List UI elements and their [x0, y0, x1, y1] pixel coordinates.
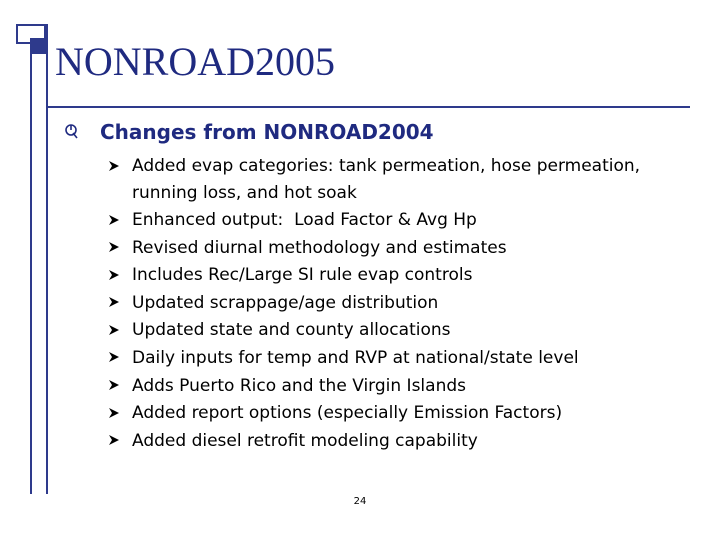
arrow-bullet-icon — [108, 345, 132, 373]
arrow-bullet-icon — [108, 262, 132, 290]
q-bullet-icon — [62, 123, 80, 141]
frame-vertical-rule-outer — [30, 44, 32, 494]
page-number: 24 — [353, 496, 367, 507]
slide-title: NONROAD2005 — [55, 39, 335, 84]
arrow-bullet-icon — [108, 373, 132, 401]
list-item-text: Added diesel retrofit modeling capability — [132, 430, 478, 451]
list-item — [108, 428, 698, 456]
list-item — [108, 373, 698, 401]
arrow-bullet-icon — [108, 235, 132, 263]
arrow-bullet-icon — [108, 207, 132, 235]
title-underline-rule — [46, 106, 690, 108]
arrow-bullet-icon — [108, 428, 132, 456]
list-item-text: Enhanced output: Load Factor & Avg Hp — [132, 210, 477, 230]
list-item-text: Revised diurnal methodology and estimates — [132, 237, 507, 258]
list-item — [108, 262, 698, 290]
list-item-text: Daily inputs for temp and RVP at national/state level — [132, 347, 579, 368]
arrow-bullet-icon — [108, 400, 132, 428]
list-item — [108, 317, 698, 345]
list-item-text-continued: running loss, and hot soak — [132, 183, 357, 203]
list-item-text: Includes Rec/Large SI rule evap controls — [132, 265, 473, 286]
list-item-text: Updated state and county allocations — [132, 320, 451, 341]
arrow-bullet-icon — [108, 290, 132, 318]
arrow-bullet-icon — [108, 317, 132, 345]
list-item — [108, 290, 698, 318]
list-item — [108, 235, 698, 263]
list-item-text: Updated scrappage/age distribution — [132, 292, 439, 313]
bullet-list — [108, 153, 698, 455]
list-item-text: Adds Puerto Rico and the Virgin Islands — [132, 375, 466, 396]
list-item — [108, 153, 698, 207]
frame-vertical-rule-inner — [46, 24, 48, 494]
arrow-bullet-icon — [108, 153, 132, 180]
list-item — [108, 345, 698, 373]
heading-row — [62, 120, 682, 144]
list-item — [108, 400, 698, 428]
list-item-text: Added report options (especially Emission Factors) — [132, 403, 563, 424]
section-heading: Changes from NONROAD2004 — [100, 120, 434, 144]
frame-square-filled — [30, 38, 46, 54]
list-item — [108, 207, 698, 235]
list-item-text: Added evap categories: tank permeation, hose permeation, — [132, 156, 641, 176]
